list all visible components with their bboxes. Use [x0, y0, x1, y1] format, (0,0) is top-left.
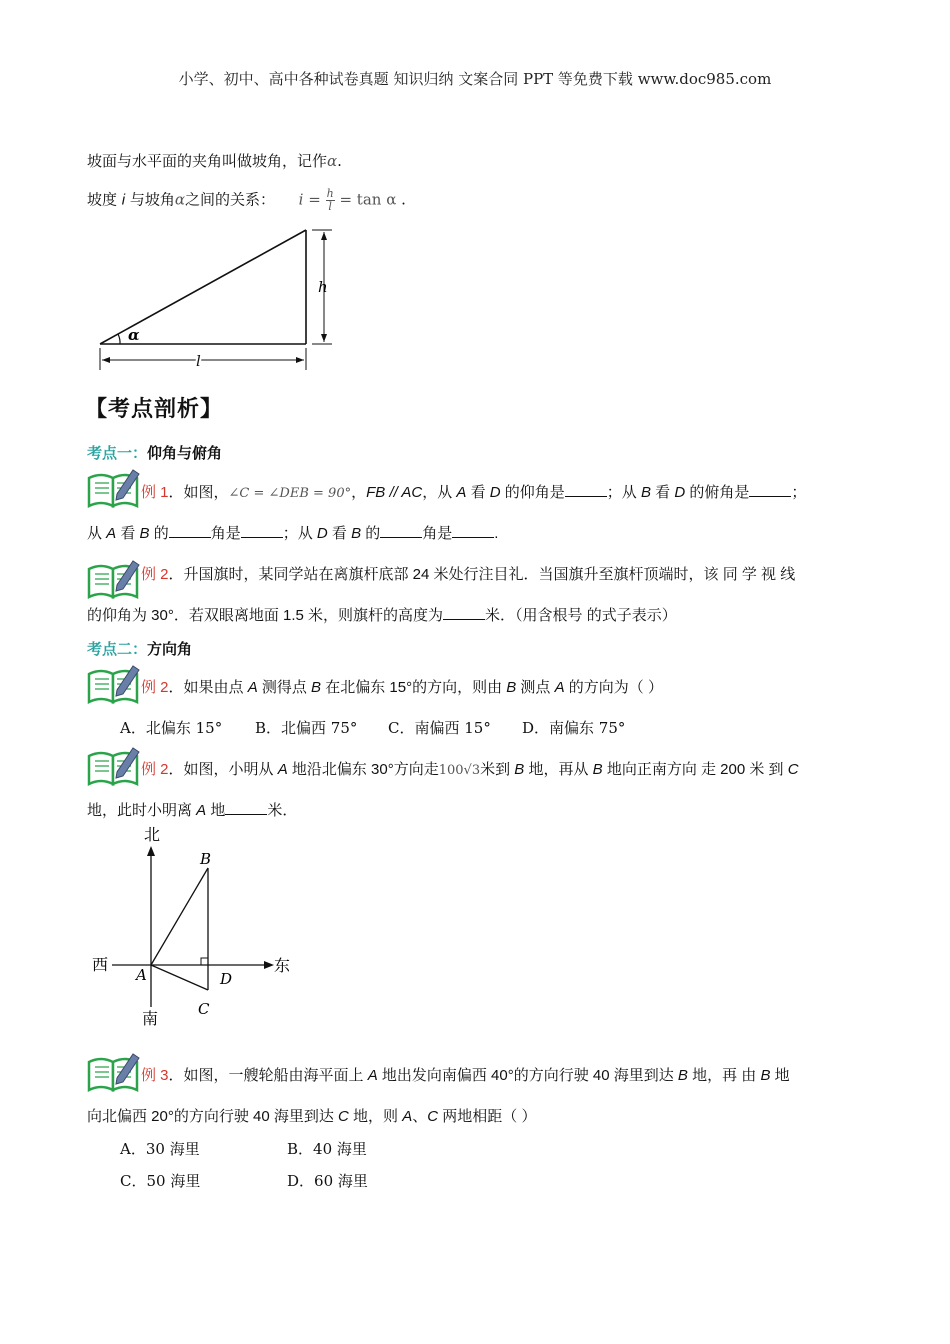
north-arrow — [147, 846, 155, 856]
var: A — [247, 679, 258, 696]
example-label: 例 2 — [141, 566, 169, 583]
var: D — [316, 525, 328, 542]
option-b[interactable]: B．40 海里 — [287, 1140, 367, 1158]
period: . — [337, 152, 342, 170]
intro-line-2 — [87, 188, 406, 213]
text: ，从 — [422, 484, 457, 501]
text: . — [494, 525, 499, 542]
var: A — [196, 802, 207, 819]
text: 的方向为（ ） — [564, 679, 663, 696]
var-i: i — [121, 191, 126, 209]
text: 米到 — [480, 761, 515, 778]
var: B — [351, 525, 362, 542]
var: B — [640, 484, 651, 501]
example-label: 例 1 — [141, 484, 169, 501]
example-2b-line-1 — [141, 676, 663, 697]
east-label: 东 — [274, 956, 291, 975]
var: B — [592, 761, 603, 778]
option-a[interactable]: A．30 海里 — [120, 1140, 200, 1158]
text: 米． — [267, 802, 298, 819]
text: 坡度 — [87, 190, 122, 209]
text: ．如图，一艘轮船由海平面上 — [168, 1067, 368, 1084]
text: 看 — [327, 525, 352, 542]
angle-arc — [118, 334, 120, 344]
right-angle-mark — [201, 958, 208, 965]
segment-ab — [151, 868, 208, 965]
angle-equation: ∠C = ∠DEB = 90° — [228, 486, 352, 501]
text: 从 — [87, 525, 107, 542]
var: A — [456, 484, 467, 501]
example-1-line-1 — [141, 481, 806, 502]
keypoint-label: 考点二： — [87, 640, 148, 658]
arrow-down — [321, 334, 327, 342]
slope-figure — [90, 222, 350, 372]
var: B — [760, 1067, 771, 1084]
text: 两地相距（ ） — [438, 1108, 537, 1125]
answer-blank[interactable] — [380, 523, 422, 538]
north-label: 北 — [144, 825, 161, 844]
text: 、 — [412, 1108, 428, 1125]
book-pencil-icon — [87, 664, 141, 704]
text: 与坡角 — [125, 190, 175, 209]
var: A — [367, 1067, 378, 1084]
answer-blank[interactable] — [452, 523, 494, 538]
frac-num: h — [326, 187, 334, 200]
text: ．如图， — [168, 484, 229, 501]
angle-label: α — [128, 326, 140, 344]
book-pencil-icon — [87, 1052, 141, 1092]
var: A — [402, 1108, 413, 1125]
text: 地，则 — [348, 1108, 403, 1125]
var: D — [674, 484, 686, 501]
example-2c-line-1 — [141, 758, 799, 779]
text: 地，此时小明离 — [87, 802, 197, 819]
text: 的 — [361, 525, 381, 542]
text: 地出发向南偏西 40°的方向行驶 40 海里到达 — [377, 1067, 678, 1084]
text: ．如图，小明从 — [168, 761, 278, 778]
parallel-statement: FB // AC — [366, 484, 423, 501]
answer-blank[interactable] — [169, 523, 211, 538]
keypoint-label: 考点一： — [87, 444, 148, 462]
text: ；从 — [606, 484, 641, 501]
alpha-symbol: α — [327, 152, 338, 170]
answer-blank[interactable] — [443, 605, 485, 620]
text: 的俯角是 — [685, 484, 750, 501]
var: B — [311, 679, 322, 696]
text: 的 — [149, 525, 169, 542]
answer-blank[interactable] — [565, 482, 607, 497]
text: 地，再从 — [524, 761, 593, 778]
keypoint-title: 仰角与俯角 — [147, 444, 223, 462]
period: . — [401, 190, 406, 209]
text: 地沿北偏东 30°方向走 — [287, 761, 439, 778]
option-c[interactable]: C．50 海里 — [120, 1172, 201, 1190]
example-label: 例 2 — [141, 761, 169, 778]
text: 看 — [466, 484, 490, 501]
example-label: 例 2 — [141, 679, 169, 696]
example-3-line-1 — [141, 1064, 790, 1085]
point-a-label: A — [136, 966, 147, 984]
text: 的仰角为 30°．若双眼离地面 1.5 米，则旗杆的高度为 — [87, 607, 444, 624]
book-pencil-icon — [87, 559, 141, 599]
answer-blank[interactable] — [749, 482, 791, 497]
formula-eq: = — [308, 190, 321, 209]
var: A — [277, 761, 288, 778]
text: ．如果由点 — [168, 679, 248, 696]
west-label: 西 — [92, 955, 109, 974]
text: 在北偏东 15°的方向，则由 — [321, 679, 507, 696]
var: A — [554, 679, 565, 696]
text: 米．（用含根号 的式子表示） — [485, 607, 677, 624]
text: ； — [791, 484, 807, 501]
length-label: l — [196, 352, 201, 370]
var: C — [338, 1108, 349, 1125]
arrow-left — [102, 357, 110, 363]
var: D — [489, 484, 501, 501]
segment-ac — [151, 965, 208, 990]
book-pencil-icon — [87, 468, 141, 508]
option-c[interactable]: C．南偏西 15° — [388, 719, 491, 737]
var: C — [427, 1108, 439, 1125]
frac-den: l — [328, 200, 332, 213]
text: 角是 — [210, 525, 241, 542]
text: ；从 — [282, 525, 317, 542]
option-b[interactable]: B．北偏西 75° — [255, 719, 358, 737]
intro-line-1 — [87, 150, 342, 171]
direction-figure — [90, 822, 300, 1032]
point-b-label: B — [200, 850, 212, 868]
var: B — [139, 525, 150, 542]
text: 地，再 由 — [687, 1067, 761, 1084]
intro-line-1-text: 坡面与水平面的夹角叫做坡角，记作 — [87, 152, 328, 170]
section-title: 【考点剖析】 — [85, 396, 224, 422]
answer-blank[interactable] — [225, 800, 267, 815]
answer-blank[interactable] — [241, 523, 283, 538]
formula-i: i — [298, 190, 304, 209]
text: 测点 — [516, 679, 555, 696]
text: 地 — [770, 1067, 790, 1084]
var: B — [677, 1067, 688, 1084]
text: 的仰角是 — [500, 484, 565, 501]
option-a[interactable]: A．北偏东 15° — [120, 719, 223, 737]
point-c-label: C — [198, 1000, 210, 1018]
text: ．升国旗时，某同学站在离旗杆底部 24 米处行注目礼．当国旗升至旗杆顶端时，该 同 学 视 线 — [168, 566, 796, 583]
east-arrow — [264, 961, 274, 969]
arrow-up — [321, 232, 327, 240]
text: 地 — [206, 802, 226, 819]
keypoint-1 — [87, 442, 222, 463]
var: A — [106, 525, 117, 542]
option-d[interactable]: D．南偏东 75° — [522, 719, 626, 737]
option-d[interactable]: D．60 海里 — [287, 1172, 368, 1190]
var: B — [514, 761, 525, 778]
alpha-symbol: α — [174, 190, 186, 209]
text: 地向正南方向 走 200 米 到 — [602, 761, 788, 778]
height-label: h — [318, 278, 328, 296]
text: 看 — [116, 525, 140, 542]
var: C — [787, 761, 799, 778]
south-label: 南 — [142, 1009, 159, 1028]
example-2a-line-2 — [87, 604, 677, 625]
point-d-label: D — [220, 970, 233, 988]
text: 向北偏西 20°的方向行驶 40 海里到达 — [87, 1108, 339, 1125]
book-pencil-icon — [87, 746, 141, 786]
example-2a-line-1 — [141, 563, 795, 584]
example-1-line-2 — [87, 522, 498, 543]
text: 看 — [650, 484, 675, 501]
example-label: 例 3 — [141, 1067, 169, 1084]
example-2c-line-2 — [87, 799, 297, 820]
text: 测得点 — [257, 679, 312, 696]
text: 角是 — [422, 525, 453, 542]
arrow-right — [296, 357, 304, 363]
text: ， — [351, 484, 367, 501]
example-3-line-2 — [87, 1105, 536, 1126]
keypoint-2 — [87, 638, 192, 659]
formula-tan: = tan α — [339, 190, 397, 209]
keypoint-title: 方向角 — [147, 640, 193, 658]
var: B — [506, 679, 517, 696]
distance-expression: 100√3 — [438, 763, 481, 778]
page-header: 小学、初中、高中各种试卷真题 知识归纳 文案合同 PPT 等免费下载 www.doc985.com — [178, 70, 772, 88]
formula-fraction — [326, 188, 335, 213]
text: 之间的关系： — [185, 190, 276, 209]
